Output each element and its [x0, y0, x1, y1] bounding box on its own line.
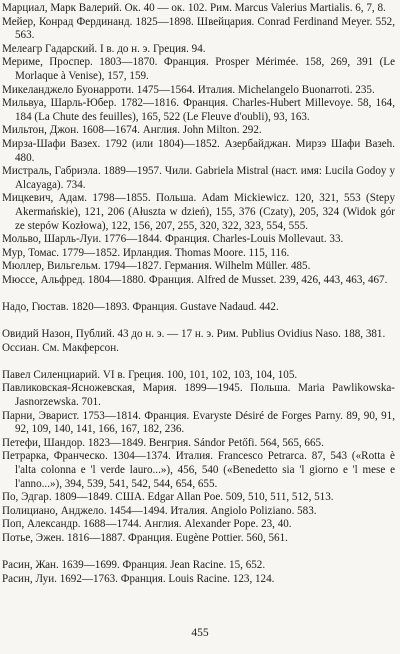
section-gap — [0, 355, 400, 369]
index-entry: Марциал, Марк Валерий. Ок. 40 — ок. 102. Рим. Marcus Valerius Martialis. 6, 7, 8. — [2, 2, 386, 14]
index-entry: Парни, Эварист. 1753—1814. Франция. Evaryste Désiré de Forges Parny. 89, 90, 91, 92, 109, 140, 141, 166, 167, 182, 236. — [2, 409, 395, 436]
index-entry: Павел Силенциарий. VI в. Греция. 100, 101, 102, 103, 104, 105. — [2, 368, 298, 381]
index-entry: Мирза-Шафи Вазех. 1792 (или 1804)—1852. Азербайджан. Мирзэ Шафи Вазеh. 480. — [2, 137, 395, 164]
index-entry: По, Эдгар. 1809—1849. США. Edgar Allan Poe. 509, 510, 511, 512, 513. — [2, 491, 334, 504]
index-entry: Петефи, Шандор. 1823—1849. Венгрия. Sándor Petőfi. 564, 565, 665. — [2, 436, 324, 449]
index-entry: Мериме, Проспер. 1803—1870. Франция. Prosper Mérimée. 158, 269, 391 (Le Morlaque à Venise), 157, 159. — [2, 56, 395, 82]
index-entry: Мур, Томас. 1779—1852. Ирландия. Thomas Moore. 115, 116. — [2, 246, 290, 259]
index-entry: Мистраль, Габриэла. 1889—1957. Чили. Gabriela Mistral (наст. имя: Lucila Godoy y Alcayaga). 734. — [2, 165, 395, 191]
index-entry: Поп, Александр. 1688—1744. Англия. Alexander Pope. 23, 40. — [2, 518, 292, 531]
page-number: 455 — [191, 627, 209, 639]
index-entry: Мильвуа, Шарль-Юбер. 1782—1816. Франция. Charles-Hubert Millevoye. 58, 164, 184 (La Chute des feuilles), 165, 522 (Le Fleuve d'oubli), 93, 163. — [2, 97, 395, 123]
section-gap — [0, 545, 400, 559]
section-gap — [0, 287, 400, 301]
index-entry: Мелеагр Гадарский. I в. до н. э. Греция. 94. — [2, 42, 206, 55]
index-entries — [0, 2, 400, 586]
index-entry: Петрарка, Франческо. 1304—1374. Италия. Francesco Petrarca. 87, 543 («Rotta è l'alta colonna e 'l verde lauro...»), 456, 540 («Benedetto sia 'l giorno e 'l mese e l'anno...»), 394, 539, 541, 542, 544, 654, 655. — [2, 450, 395, 490]
index-entry: Овидий Назон, Публий. 43 до н. э. — 17 н. э. Рим. Publius Ovidius Naso. 188, 381. — [2, 328, 386, 341]
index-entry: Мицкевич, Адам. 1798—1855. Польша. Adam Mickiewicz. 120, 321, 553 (Stepy Akermańskie), 121, 206 (Ałuszta w dzień), 155, 376 (Czaty), 205, 324 (Widok gór ze stepów Kozłowa), 122, 156, 207, 255, 320, 322, 323, 554, 555. — [2, 192, 395, 232]
index-entry: Мейер, Конрад Фердинанд. 1825—1898. Швейцария. Conrad Ferdinand Meyer. 552, 563. — [2, 15, 395, 42]
index-entry: Расин, Луи. 1692—1763. Франция. Louis Racine. 123, 124. — [2, 572, 275, 585]
index-entry: Оссиан. См. Макферсон. — [2, 341, 119, 354]
index-entry: Мюллер, Вильгельм. 1794—1827. Германия. Wilhelm Müller. 485. — [2, 260, 311, 273]
index-entry: Расин, Жан. 1639—1699. Франция. Jean Racine. 15, 652. — [2, 558, 266, 571]
index-entry: Мюссе, Альфред. 1804—1880. Франция. Alfred de Musset. 239, 426, 443, 463, 467. — [2, 273, 388, 286]
index-entry: Микеланджело Буонарроти. 1475—1564. Италия. Michelangelo Buonarroti. 235. — [2, 83, 375, 96]
index-entry: Надо, Гюстав. 1820—1893. Франция. Gustave Nadaud. 442. — [2, 300, 279, 313]
index-entry: Павликовская-Ясножевская, Мария. 1899—1945. Польша. Maria Pawlikowska-Jasnorzewska. 701. — [2, 382, 395, 408]
index-entry: Потье, Эжен. 1816—1887. Франция. Eugène Pottier. 560, 561. — [2, 531, 288, 544]
index-entry: Мольво, Шарль-Луи. 1776—1844. Франция. Charles-Louis Mollevaut. 33. — [2, 233, 344, 246]
index-entry: Полициано, Анджело. 1454—1494. Италия. Angiolo Poliziano. 583. — [2, 504, 317, 517]
index-entry: Мильтон, Джон. 1608—1674. Англия. John Milton. 292. — [2, 124, 262, 137]
section-gap — [0, 315, 400, 329]
